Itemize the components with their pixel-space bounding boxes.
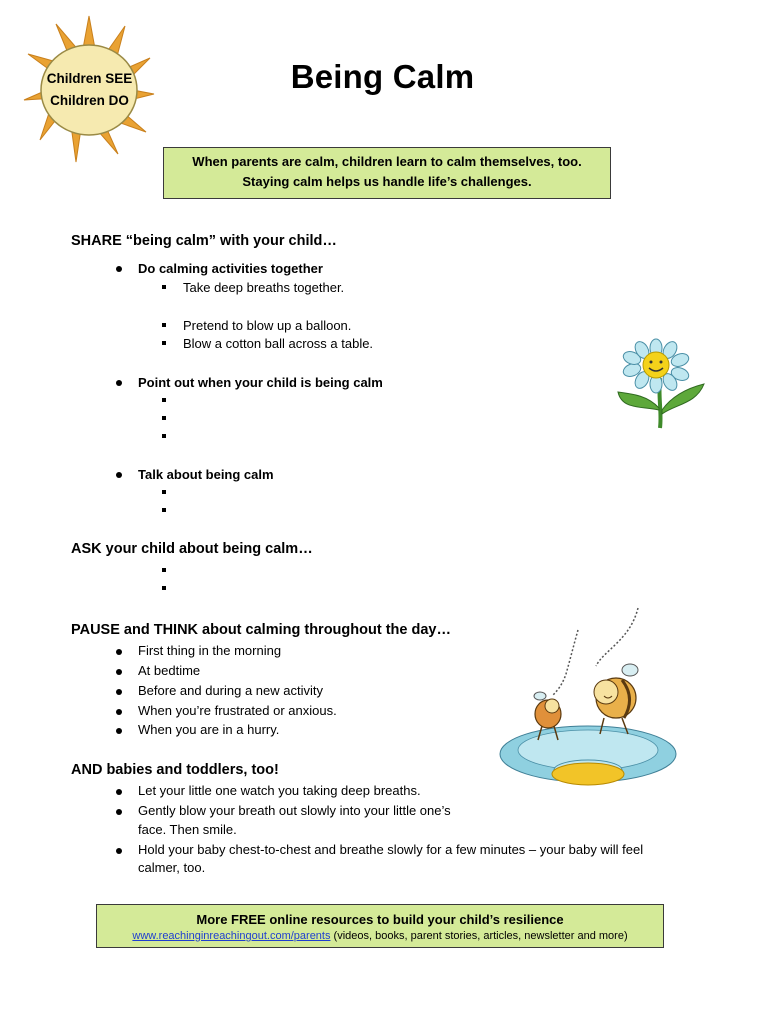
babies-item-line: Gently blow your breath out slowly into your little one’s (138, 803, 451, 818)
sub-bullet-empty (162, 434, 166, 438)
bullet (116, 266, 122, 272)
share-sub-item: Blow a cotton ball across a table. (183, 336, 374, 351)
bullet (116, 472, 122, 478)
children-see-children-do-logo (22, 14, 156, 164)
bullet (116, 728, 122, 734)
sub-bullet-empty (162, 398, 166, 402)
bullet (116, 709, 122, 715)
babies-item-line: Let your little one watch you taking deep breaths. (138, 783, 421, 798)
babies-item-line: calmer, too. (138, 860, 206, 875)
ask-heading: ASK your child about being calm… (71, 541, 313, 557)
pause-item: First thing in the morning (138, 643, 282, 658)
resources-box (96, 904, 664, 948)
share-sub-item: Pretend to blow up a balloon. (183, 318, 352, 333)
page-title: Being Calm (290, 58, 475, 95)
babies-item-line: Hold your baby chest-to-chest and breathe slowly for a few minutes – your baby will feel (138, 842, 644, 857)
bullet (116, 380, 122, 386)
share-heading: SHARE “being calm” with your child… (71, 233, 337, 249)
sub-bullet-empty (162, 508, 166, 512)
sub-bullet-empty (162, 490, 166, 494)
sun-logo-icon (22, 14, 156, 164)
bullet (116, 649, 122, 655)
pause-item: At bedtime (138, 663, 201, 678)
smiling-flower-icon (612, 338, 708, 430)
babies-heading: AND babies and toddlers, too! (71, 762, 279, 778)
sub-bullet (162, 341, 166, 345)
bullet (116, 848, 122, 854)
logo-line-1: Children SEE (46, 71, 133, 86)
resources-description: (videos, books, parent stories, articles, newsletter and more) (330, 930, 628, 942)
bullet (116, 809, 122, 815)
intro-box (163, 147, 611, 199)
pause-item: Before and during a new activity (138, 683, 323, 698)
logo-line-2: Children DO (50, 93, 129, 108)
bullet (116, 669, 122, 675)
pause-heading: PAUSE and THINK about calming throughout the day… (71, 622, 451, 638)
resources-title: More FREE online resources to build your child’s resilience (196, 912, 564, 927)
share-item-calming-activities: Do calming activities together (138, 261, 323, 276)
sub-bullet-empty (162, 568, 166, 572)
resources-line (97, 928, 663, 944)
share-item-point-out: Point out when your child is being calm (138, 375, 383, 390)
intro-line-1: When parents are calm, children learn to calm themselves, too. (192, 154, 582, 169)
sub-bullet (162, 285, 166, 289)
sub-bullet-empty (162, 586, 166, 590)
resources-link[interactable]: www.reachinginreachingout.com/parents (132, 930, 331, 942)
share-item-talk-about: Talk about being calm (138, 467, 274, 482)
bees-on-flower-icon (496, 604, 680, 786)
babies-item-line: face. Then smile. (138, 822, 237, 837)
share-sub-item: Take deep breaths together. (183, 280, 345, 295)
bullet (116, 689, 122, 695)
intro-line-2: Staying calm helps us handle life’s challenges. (242, 174, 532, 189)
sub-bullet-empty (162, 416, 166, 420)
pause-item: When you are in a hurry. (138, 722, 280, 737)
sub-bullet (162, 323, 166, 327)
bullet (116, 789, 122, 795)
pause-item: When you’re frustrated or anxious. (138, 703, 337, 718)
